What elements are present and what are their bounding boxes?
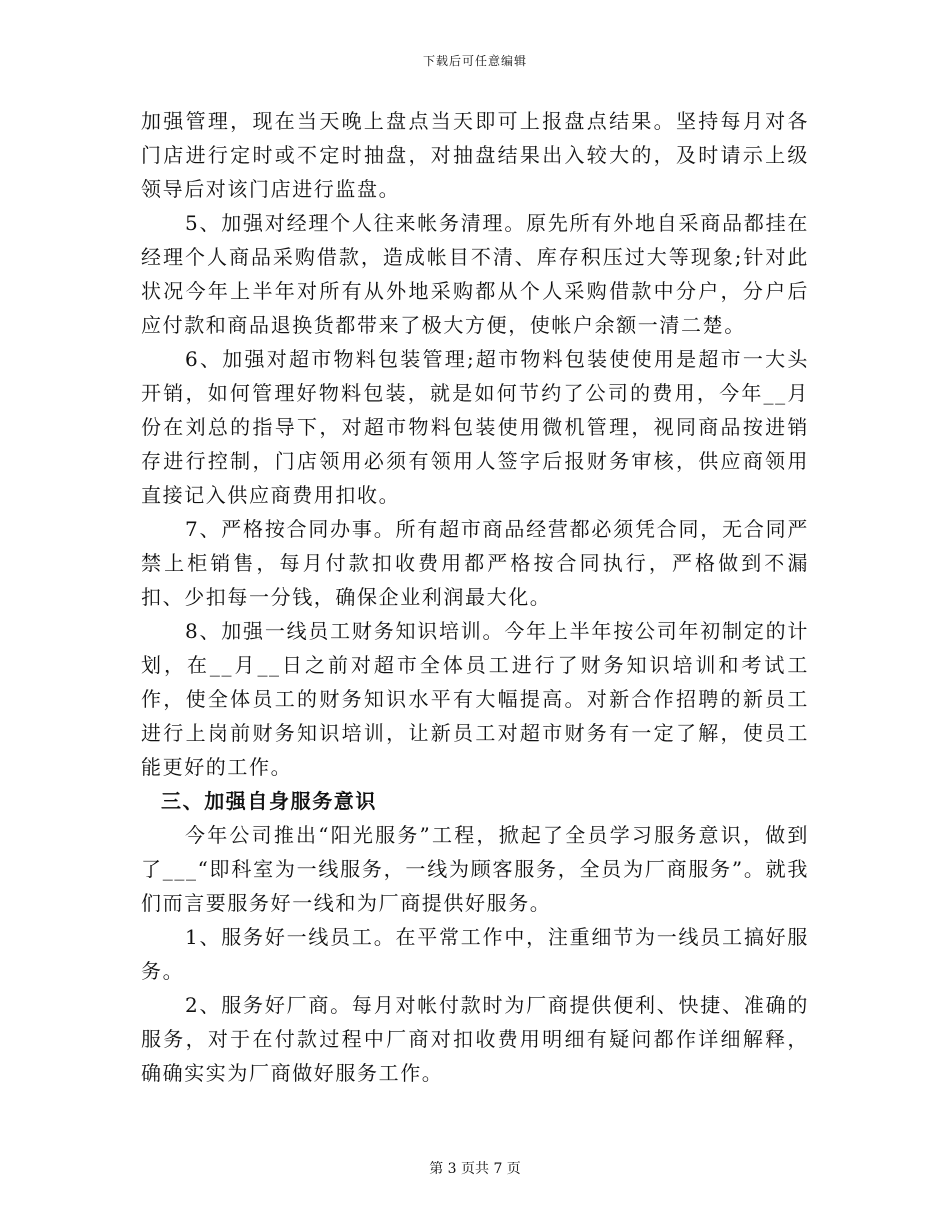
page-header: 下载后可任意编辑 [422, 54, 527, 68]
paragraph-item-6: 6、加强对超市物料包装管理;超市物料包装使使用是超市一大头开销，如何管理好物料包装，就是如何节约了公司的费用，今年__月份在刘总的指导下，对超市物料包装使用微机管理，视同商品按进销存进行控制，门店领用必须有领用人签字后报财务审核，供应商领用直接记入供应商费用扣收。 [141, 347, 809, 507]
section-heading: 三、加强自身服务意识 [161, 789, 377, 813]
paragraph-service-intro: 今年公司推出“阳光服务”工程，掀起了全员学习服务意识，做到了___“即科室为一线服务，一线为顾客服务，全员为厂商服务”。就我们而言要服务好一线和为厂商提供好服务。 [141, 823, 809, 915]
paragraph-continuation: 加强管理，现在当天晚上盘点当天即可上报盘点结果。坚持每月对各门店进行定时或不定时抽盘，对抽盘结果出入较大的，及时请示上级领导后对该门店进行监盘。 [141, 109, 809, 201]
page-footer: 第 3 页共 7 页 [429, 1161, 521, 1177]
paragraph-service-item-2: 2、服务好厂商。每月对帐付款时为厂商提供便利、快捷、准确的服务，对于在付款过程中厂商对扣收费用明细有疑问都作详细解释，确确实实为厂商做好服务工作。 [141, 993, 809, 1085]
document-body [141, 104, 809, 1090]
paragraph-service-item-1: 1、服务好一线员工。在平常工作中，注重细节为一线员工搞好服务。 [141, 925, 809, 983]
paragraph-item-7: 7、严格按合同办事。所有超市商品经营都必须凭合同，无合同严禁上柜销售，每月付款扣收费用都严格按合同执行，严格做到不漏扣、少扣每一分钱，确保企业利润最大化。 [141, 517, 809, 609]
paragraph-item-8: 8、加强一线员工财务知识培训。今年上半年按公司年初制定的计划，在__月__日之前对超市全体员工进行了财务知识培训和考试工作，使全体员工的财务知识水平有大幅提高。对新合作招聘的新员工进行上岗前财务知识培训，让新员工对超市财务有一定了解，使员工能更好的工作。 [141, 619, 809, 779]
paragraph-item-5: 5、加强对经理个人往来帐务清理。原先所有外地自采商品都挂在经理个人商品采购借款，造成帐目不清、库存积压过大等现象;针对此状况今年上半年对所有从外地采购都从个人采购借款中分户，分户后应付款和商品退换货都带来了极大方便，使帐户余额一清二楚。 [141, 211, 809, 337]
